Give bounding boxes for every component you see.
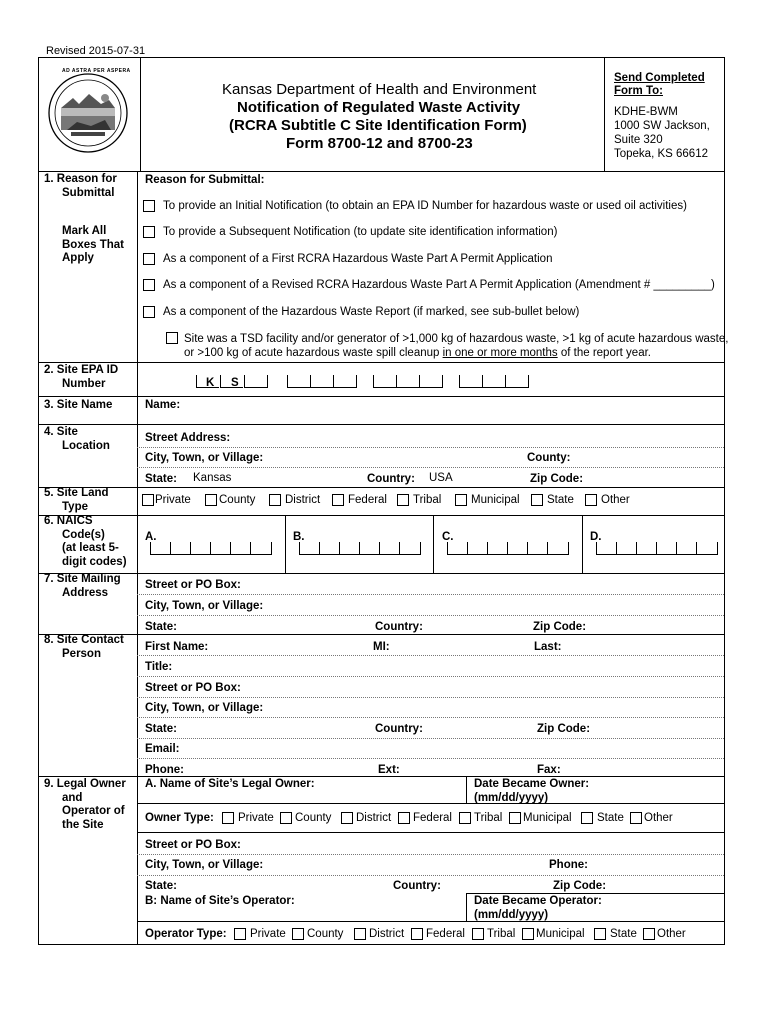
contact-title-label: Title: [145,661,173,673]
land-state-checkbox[interactable] [531,494,543,506]
section-2-label: 2. Site EPA ID Number [44,364,119,390]
operator-name-label: B: Name of Site’s Operator: [145,895,295,907]
contact-state-label: State: [145,723,177,735]
naics-b-field[interactable] [299,542,421,556]
header-divider-right [604,57,605,171]
reason-hw-report-checkbox[interactable] [143,306,155,318]
naics-a-label: A. [145,531,157,543]
operator-federal-checkbox[interactable] [411,928,423,940]
site-name-label: Name: [145,399,181,411]
header-bottom-line [38,171,724,172]
owner-other-checkbox[interactable] [630,812,642,824]
contact-ext-label: Ext: [378,764,400,776]
reason-first-part-a-checkbox[interactable] [143,253,155,265]
land-federal-label: Federal [348,494,387,506]
mailing-country-label: Country: [375,621,423,633]
owner-country-label: Country: [393,880,441,892]
naics-d-label: D. [590,531,602,543]
frame-bottom [38,944,724,945]
divider-s4 [38,424,724,425]
reason-tsd-label-2: or >100 kg of acute hazardous waste spill cleanup in one or more months of the report year. [184,347,651,359]
reason-subsequent-label: To provide a Subsequent Notification (to update site identification information) [163,226,558,238]
reason-first-part-a-label: As a component of a First RCRA Hazardous Waste Part A Permit Application [163,253,553,265]
owner-street-label: Street or PO Box: [145,839,241,851]
site-country-label: Country: [367,473,415,485]
operator-municipal-checkbox[interactable] [522,928,534,940]
epa-id-group-2[interactable] [373,375,445,389]
owner-tribal-checkbox[interactable] [459,812,471,824]
section-4-label: 4. Site Location [44,426,110,452]
site-city-label: City, Town, or Village: [145,452,264,464]
address-line-4: Topeka, KS 66612 [614,148,708,160]
contact-first-label: First Name: [145,641,209,653]
land-district-label: District [285,494,321,506]
contact-fax-label: Fax: [537,764,561,776]
owner-district-checkbox[interactable] [341,812,353,824]
owner-type-label: Owner Type: [145,812,214,824]
operator-private-checkbox[interactable] [234,928,246,940]
contact-mi-label: MI: [373,641,390,653]
land-tribal-label: Tribal [413,494,442,506]
street-address-label: Street Address: [145,432,231,444]
land-private-label: Private [155,494,191,506]
owner-municipal-checkbox[interactable] [509,812,521,824]
section-7-label: 7. Site Mailing Address [44,573,121,599]
divider-s5 [38,487,724,488]
section-6-label: 6. NAICS Code(s) (at least 5- digit codes) [44,515,127,568]
land-district-checkbox[interactable] [269,494,281,506]
owner-phone-label: Phone: [549,859,588,871]
epa-id-s: S [231,377,239,389]
contact-zip-label: Zip Code: [537,723,591,735]
contact-country-label: Country: [375,723,423,735]
epa-id-k: K [206,377,215,389]
site-state-label: State: [145,473,177,485]
divider-s2 [38,362,724,363]
section-1-label: 1. Reason for Submittal [44,173,117,199]
site-zip-label: Zip Code: [530,473,584,485]
epa-id-group-3[interactable] [459,375,531,389]
naics-b-label: B. [293,531,305,543]
reason-initial-label: To provide an Initial Notification (to obtain an EPA ID Number for hazardous waste or used oil activities) [163,200,687,212]
divider-s7 [38,573,724,574]
contact-last-label: Last: [534,641,562,653]
operator-district-checkbox[interactable] [354,928,366,940]
send-to-heading-2: Form To: [614,85,663,97]
mailing-street-label: Street or PO Box: [145,579,241,591]
send-to-heading-1: Send Completed [614,72,705,84]
land-municipal-checkbox[interactable] [455,494,467,506]
reason-tsd-label-1: Site was a TSD facility and/or generator of >1,000 kg of hazardous waste, >1 kg of acute hazardous waste, [184,333,729,345]
contact-phone-label: Phone: [145,764,184,776]
header-divider-left [140,57,141,171]
owner-date-label: Date Became Owner: [474,778,590,790]
form-subtitle: (RCRA Subtitle C Site Identification Form) [229,117,527,134]
owner-state-label: State: [145,880,177,892]
land-municipal-label: Municipal [471,494,520,506]
naics-d-field[interactable] [596,542,718,556]
operator-date-label: Date Became Operator: [474,895,602,907]
operator-date-format: (mm/dd/yyyy) [474,909,549,921]
owner-date-format: (mm/dd/yyyy) [474,792,549,804]
section-column-divider [137,171,138,944]
frame-left [38,57,39,945]
operator-other-checkbox[interactable] [643,928,655,940]
reason-heading: Reason for Submittal: [145,174,265,186]
contact-city-label: City, Town, or Village: [145,702,264,714]
form-title: Notification of Regulated Waste Activity [237,99,521,116]
reason-tsd-checkbox[interactable] [166,332,178,344]
reason-revised-part-a-checkbox[interactable] [143,279,155,291]
owner-county-checkbox[interactable] [280,812,292,824]
divider-s3 [38,396,724,397]
mailing-city-label: City, Town, or Village: [145,600,264,612]
site-county-label: County: [527,452,571,464]
reason-revised-part-a-label: As a component of a Revised RCRA Hazardous Waste Part A Permit Application (Amendment # _________) [163,279,715,291]
address-line-2: 1000 SW Jackson, [614,120,710,132]
contact-street-label: Street or PO Box: [145,682,241,694]
seal-motto: AD ASTRA PER ASPERA [62,68,131,74]
land-state-label: State [547,494,574,506]
reason-subsequent-checkbox[interactable] [143,226,155,238]
section-9-label: 9. Legal Owner and Operator of the Site [44,778,126,831]
site-country-value[interactable]: USA [429,472,453,484]
land-other-label: Other [601,494,630,506]
operator-state-checkbox[interactable] [594,928,606,940]
address-line-1: KDHE-BWM [614,106,678,118]
operator-tribal-checkbox[interactable] [472,928,484,940]
kansas-seal-icon [47,60,129,166]
mailing-zip-label: Zip Code: [533,621,587,633]
land-other-checkbox[interactable] [585,494,597,506]
operator-type-label: Operator Type: [145,928,227,940]
divider-s6 [38,515,724,516]
owner-city-label: City, Town, or Village: [145,859,264,871]
owner-federal-checkbox[interactable] [398,812,410,824]
owner-zip-label: Zip Code: [553,880,607,892]
mailing-state-label: State: [145,621,177,633]
divider-s8 [38,634,724,635]
land-county-checkbox[interactable] [205,494,217,506]
address-line-3: Suite 320 [614,134,663,146]
naics-c-label: C. [442,531,454,543]
owner-name-label: A. Name of Site’s Legal Owner: [145,778,315,790]
frame-right [724,57,725,945]
naics-a-field[interactable] [150,542,272,556]
contact-email-label: Email: [145,743,180,755]
land-federal-checkbox[interactable] [332,494,344,506]
reason-hw-report-label: As a component of the Hazardous Waste Report (if marked, see sub-bullet below) [163,306,580,318]
site-state-value[interactable]: Kansas [193,472,232,484]
epa-id-group-1[interactable] [287,375,359,389]
mark-all-note: Mark All Boxes That Apply [62,225,124,264]
form-number: Form 8700-12 and 8700-23 [286,135,473,152]
owner-private-checkbox[interactable] [222,812,234,824]
owner-state-checkbox[interactable] [581,812,593,824]
agency-name: Kansas Department of Health and Environment [222,81,537,98]
land-county-label: County [219,494,256,506]
section-5-label: 5. Site Land Type [44,487,109,513]
reason-initial-checkbox[interactable] [143,200,155,212]
section-3-label: 3. Site Name [44,399,113,411]
operator-county-checkbox[interactable] [292,928,304,940]
land-private-checkbox[interactable] [142,494,154,506]
naics-c-field[interactable] [447,542,569,556]
revision-date: Revised 2015-07-31 [46,45,146,57]
land-tribal-checkbox[interactable] [397,494,409,506]
section-8-label: 8. Site Contact Person [44,634,124,660]
